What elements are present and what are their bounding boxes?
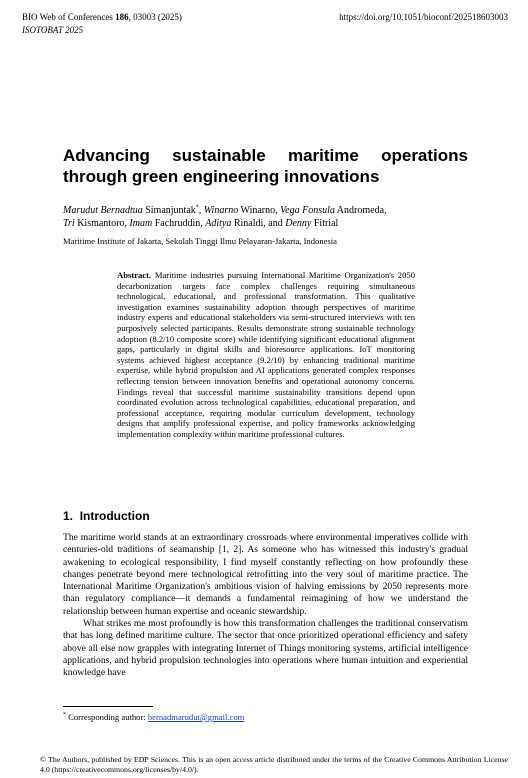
author-given-name: Winarno (203, 205, 239, 216)
footnote-rule (63, 706, 153, 707)
footnote-mark: * (63, 712, 66, 719)
paragraph: The maritime world stands at an extraordinary crossroads where environmental imperatives collide with centuries-old traditions of seamanship [1, 2]. As someone who has witnessed this industry's gradual awakening to ecological responsibility, I find myself constantly reflecting on how profoundly these changes penetrate beyond mere technological retrofitting into the very soul of maritime practice. The International Maritime Organization's ambitious vision of halving emissions by 2050 represents more than regulatory compliance—it demands a fundamental reimagining of how we understand the relationship between human expertise and oceanic stewardship. (63, 532, 468, 617)
author-mark: * (195, 204, 199, 211)
author-family-name: Rinaldi (231, 217, 264, 229)
section-heading (63, 509, 150, 523)
author-given-name: Denny (285, 217, 312, 229)
author-family-name: Kismantoro (74, 217, 125, 229)
running-header-journal (22, 12, 182, 23)
author-separator: , (275, 205, 281, 216)
conference-name: ISOTOBAT 2025 (22, 25, 84, 35)
abstract (117, 270, 415, 440)
body-text (63, 532, 468, 680)
author-family-name: Andromeda, (334, 205, 387, 216)
author-family-name: Simanjuntak (142, 205, 196, 216)
author-given-name: Aditya (205, 217, 232, 229)
author-family-name: Winarno (238, 205, 276, 216)
author (129, 218, 205, 229)
author-separator: , (198, 205, 204, 216)
running-header-doi[interactable]: https://doi.org/10.1051/bioconf/202518603003 (339, 12, 508, 22)
author-separator: , and (263, 217, 286, 229)
author-given-name: Marudut Bernadtua (63, 205, 143, 216)
author-list (63, 205, 468, 230)
author-separator: , (124, 217, 130, 229)
author-separator: , (200, 217, 206, 229)
author-given-name: Imam (129, 217, 153, 229)
abstract-label: Abstract. (117, 270, 152, 280)
journal-article: , 03003 (2025) (128, 12, 182, 22)
author (204, 205, 280, 216)
author (285, 218, 338, 229)
corresponding-email-link[interactable]: bernadmarudut@gmail.com (147, 712, 245, 722)
footnote-label: Corresponding author: (66, 712, 148, 722)
paragraph: What strikes me most profoundly is how this transformation challenges the traditional conservatism that has long defined maritime culture. The sector that once prioritized operational efficiency and safety above all else now grapples with integrating Internet of Things monitoring systems, artificial intelligence applications, and hybrid propulsion technologies into operations where human intuition and experiential knowledge have (63, 618, 468, 679)
author (280, 205, 386, 216)
author-given-name: Vega Fonsula (280, 205, 335, 216)
section-number: 1. (63, 509, 74, 523)
journal-volume: 186 (115, 12, 129, 22)
author-given-name: Tri (63, 217, 75, 229)
author (63, 218, 129, 229)
abstract-text: Maritime industries pursuing International Maritime Organization's 2050 decarbonization targets face complex challenges requiring simultaneous technological, educational, and professional transformation. This qualitative investigation examines sustainability adoption through perspectives of maritime industry experts and educational stakeholders via semi-structured interviews with ten purposively selected participants. Results demonstrate strong sustainable technology adoption (8.2/10 composite score) while identifying significant educational alignment gaps, particularly in digital skills and bioresource applications. IoT monitoring systems achieved highest acceptance (9.2/10) by enhancing traditional maritime expertise, while hybrid propulsion and AI applications generated complex responses reflecting tension between innovation benefits and operational autonomy concerns. Findings reveal that successful maritime sustainability transitions depend upon coordinated evolution across technological capabilities, educational preparation, and professional acceptance, requiring modular curriculum development, technology designs that amplify professional expertise, and policy frameworks acknowledging implementation complexity within maritime professional cultures. (117, 270, 415, 439)
footnote (63, 712, 244, 723)
author (205, 218, 285, 229)
author-family-name: Fachruddin (152, 217, 201, 229)
license-notice: © The Authors, published by EDP Sciences. This is an open access article distributed under the terms of the Creative Commons Attribution License 4.0 (https://creativecommons.org/licenses/by/4.0/). (40, 755, 508, 774)
section-title: Introduction (79, 509, 150, 523)
author-family-name: Fitrial (311, 217, 339, 229)
affiliation: Maritime Institute of Jakarta, Sekolah Tinggi Ilmu Pelayaran-Jakarta, Indonesia (63, 236, 337, 246)
journal-name: BIO Web of Conferences (22, 12, 116, 22)
author (63, 205, 204, 216)
running-header-conference (22, 25, 83, 36)
paper-title: Advancing sustainable maritime operations through green engineering innovations (63, 146, 468, 186)
